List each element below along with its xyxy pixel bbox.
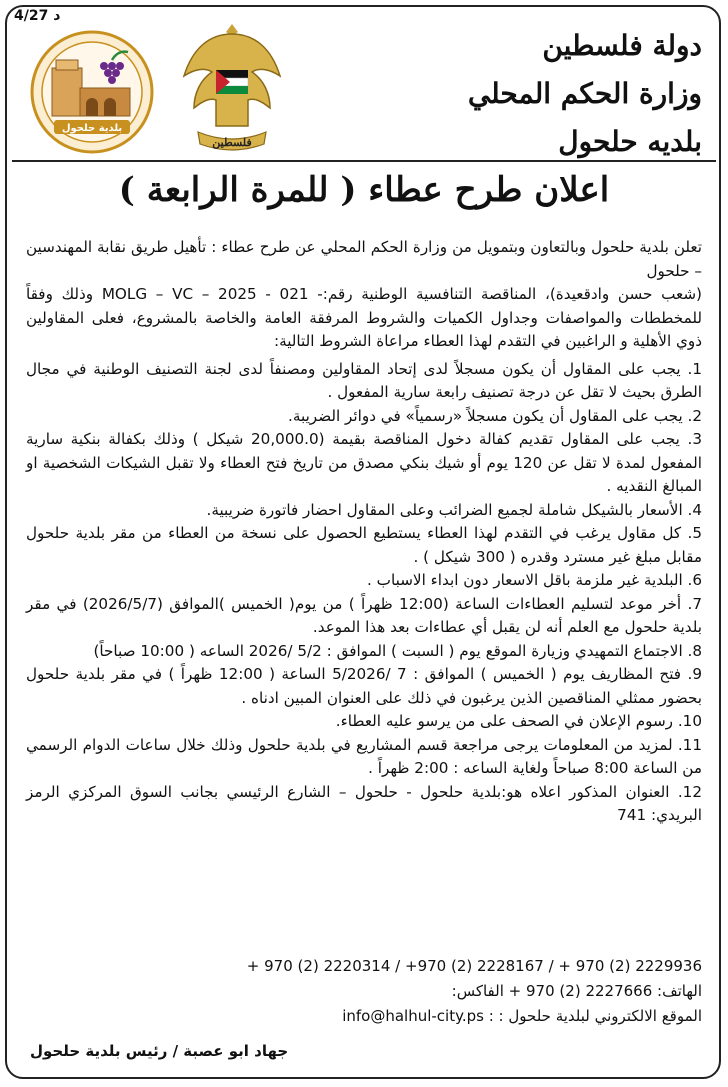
ministry-name: وزارة الحكم المحلي [467,77,702,110]
contact-block [40,954,702,1029]
condition-item: 1. يجب على المقاول أن يكون مسجلاً لدى إتحاد المقاولين ومصنفاً لدى لجنة التصنيف الوطنية في مجال الطرق بحيث لا تقل عن درجة تصنيف رابعة سارية المفعول . [26,359,702,401]
emblem-text: فلسطين [212,136,252,149]
condition-item: 4. الأسعار بالشيكل شاملة لجميع الضرائب وعلى المقاول احضار فاتورة ضريبية. [206,500,702,519]
phone-fax: الهاتف: 2227666 (2) 970 + الفاكس: [451,982,702,1000]
phone-numbers: 2229936 (2) 970 + / 2228167 (2) 970+ / 2220314 (2) 970 + [246,957,702,975]
condition-item: 6. البلدية غير ملزمة باقل الاسعار دون ابداء الاسباب . [367,571,702,589]
condition-item: 7. أخر موعد لتسليم العطاءات الساعة (12:00 ظهراً ) من يوم( الخميس )الموافق (2026/5/7) في مقر بلدية حلحول مع العلم أنه لن يقبل أي عطاءات بعد هذا الموعد. [26,594,702,636]
condition-item: 12. العنوان المذكور اعلاه هو:بلدية حلحول - حلحول – الشارع الرئيسي بجانب السوق المركزي الرمز البريدي: 741 [26,782,702,824]
condition-item: 8. الاجتماع التمهيدي وزيارة الموقع يوم ( السبت ) الموافق : 5/2 /2026 الساعه ( 10:00 صباحاً) [93,641,702,660]
condition-item: 10. رسوم الإعلان في الصحف على من يرسو عليه العطاء. [335,712,702,730]
logo-text: بلدية حلحول [61,123,123,134]
letterhead [468,22,702,166]
municipality-name: بلديه حلحول [558,125,702,158]
email-line [40,1004,702,1029]
palestine-eagle-emblem [178,20,286,160]
header-divider [12,160,716,162]
state-name: دولة فلسطين [542,29,702,62]
condition-item: 3. يجب على المقاول تقديم كفالة دخول المناقصة بقيمة (20,000.0 شيكل ) وذلك بكفالة بنكية سارية المفعول لمدة لا تقل عن 120 يوم أو شيك بنكي مصدق من تاريخ فتح العطاء ولا تقبل الشيكات الشخصية او المبالغ النقديه . [26,430,702,495]
condition-item: 11. لمزيد من المعلومات يرجى مراجعة قسم المشاريع في بلدية حلحول وذلك خلال ساعات الدوام الرسمي من الساعة 8:00 صباحاً ولغاية الساعه : 2:00 ظهراً . [26,735,702,777]
signature: جهاد ابو عصبة / رئيس بلدية حلحول [30,1042,289,1060]
announcement-title: اعلان طرح عطاء ( للمرة الرابعة ) [118,170,610,210]
email-address[interactable]: info@halhul-city.ps [342,1007,484,1025]
intro-paragraph: تعلن بلدية حلحول وبالتعاون وبتمويل من وزارة الحكم المحلي عن طرح عطاء : تأهيل طريق نقابة المهندسين – حلحول [26,238,702,280]
email-label: الموقع الالكتروني لبلدية حلحول : : [488,1007,702,1025]
reference-number: 4/27 د [14,8,61,24]
intro-paragraph: (شعب حسن وادقعيدة)، المناقصة التنافسية الوطنية رقم:- MOLG – VC – 2025 - 021 وذلك وفقاً للمخططات والمواصفات وجداول الكميات والشروط المرفقة العامة والخاصة بالمشروع، فعلى المقاولين ذوي الأهلية و الراغبين في التقدم لهذا العطاء مراعاة الشروط التالية: [26,285,702,350]
condition-item: 5. كل مقاول يرغب في التقدم لهذا العطاء يستطيع الحصول على نسخة من العطاء من مقر بلدية حلحول مقابل مبلغ غير مسترد وقدره ( 300 شيكل ) . [26,524,702,566]
announcement-body [26,236,702,828]
condition-item: 2. يجب على المقاول أن يكون مسجلاً «رسمياً» في دوائر الضريبة. [288,406,702,425]
condition-item: 9. فتح المظاريف يوم ( الخميس ) الموافق : 7 /5/2026 الساعة ( 12:00 ظهراً ) في مقر بلدية حلحول بحضور ممثلي المناقصين الذين يرغبون في ذلك على العنوان المبين ادناه . [26,665,702,707]
municipality-logo [30,30,154,154]
